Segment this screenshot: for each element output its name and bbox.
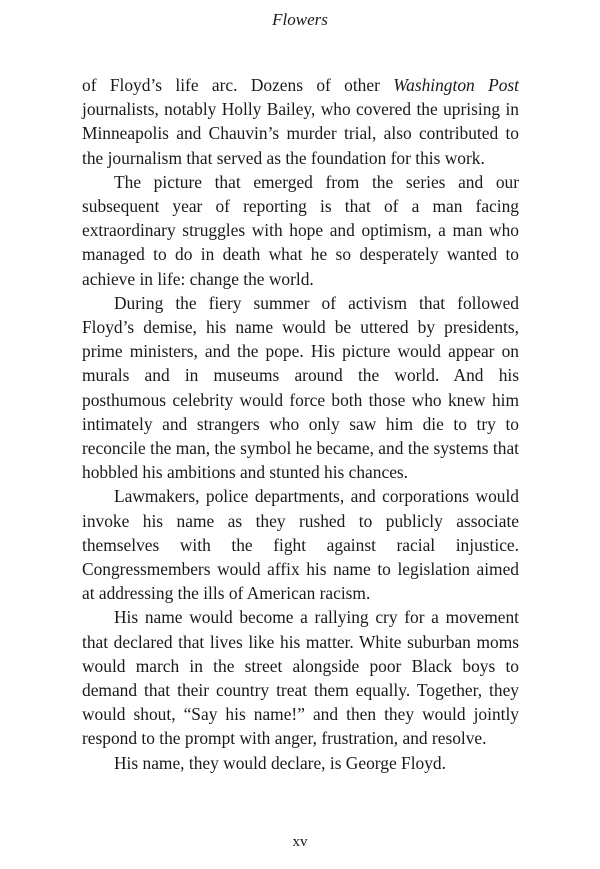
paragraph-1: [82, 73, 519, 170]
page-number: xv: [292, 834, 308, 850]
paragraph-4: Lawmakers, police departments, and corporations would invoke his name as they rushed to publicly associate themselves with the fight against racial injustice. Congressmembers would affix his name to legislation aimed at addressing the ills of American racism.: [82, 486, 519, 604]
paragraph-2: The picture that emerged from the series and our subsequent year of reporting is that of a man facing extraordinary struggles with hope and optimism, a man who managed to do in death what he so desperately wanted to achieve in life: change the world.: [82, 171, 519, 289]
running-head-title: Flowers: [272, 10, 328, 29]
paragraph-1-after: journalists, notably Holly Bailey, who covered the uprising in Minneapolis and Chauvin’s murder trial, also contributed to the journalism that served as the foundation for this work.: [82, 99, 519, 168]
publication-title: Washington Post: [393, 75, 519, 95]
paragraph-5: His name would become a rallying cry for a movement that declared that lives like his matter. White suburban moms would march in the street alongside poor Black boys to demand that their country treat them equally. Together, they would shout, “Say his name!” and then they would jointly respond to the prompt with anger, frustration, and resolve.: [82, 607, 519, 749]
paragraph-3: During the fiery summer of activism that followed Floyd’s demise, his name would be uttered by presidents, prime ministers, and the pope. His picture would appear on murals and in museums around the world. And his posthumous celebrity would force both those who knew him intimately and strangers who only saw him die to try to reconcile the man, the symbol he became, and the systems that hobbled his ambitions and stunted his chances.: [82, 292, 519, 483]
paragraph-1-before: of Floyd’s life arc. Dozens of other: [82, 75, 394, 95]
paragraph-6: His name, they would declare, is George Floyd.: [114, 752, 446, 773]
body-text: [82, 73, 519, 775]
